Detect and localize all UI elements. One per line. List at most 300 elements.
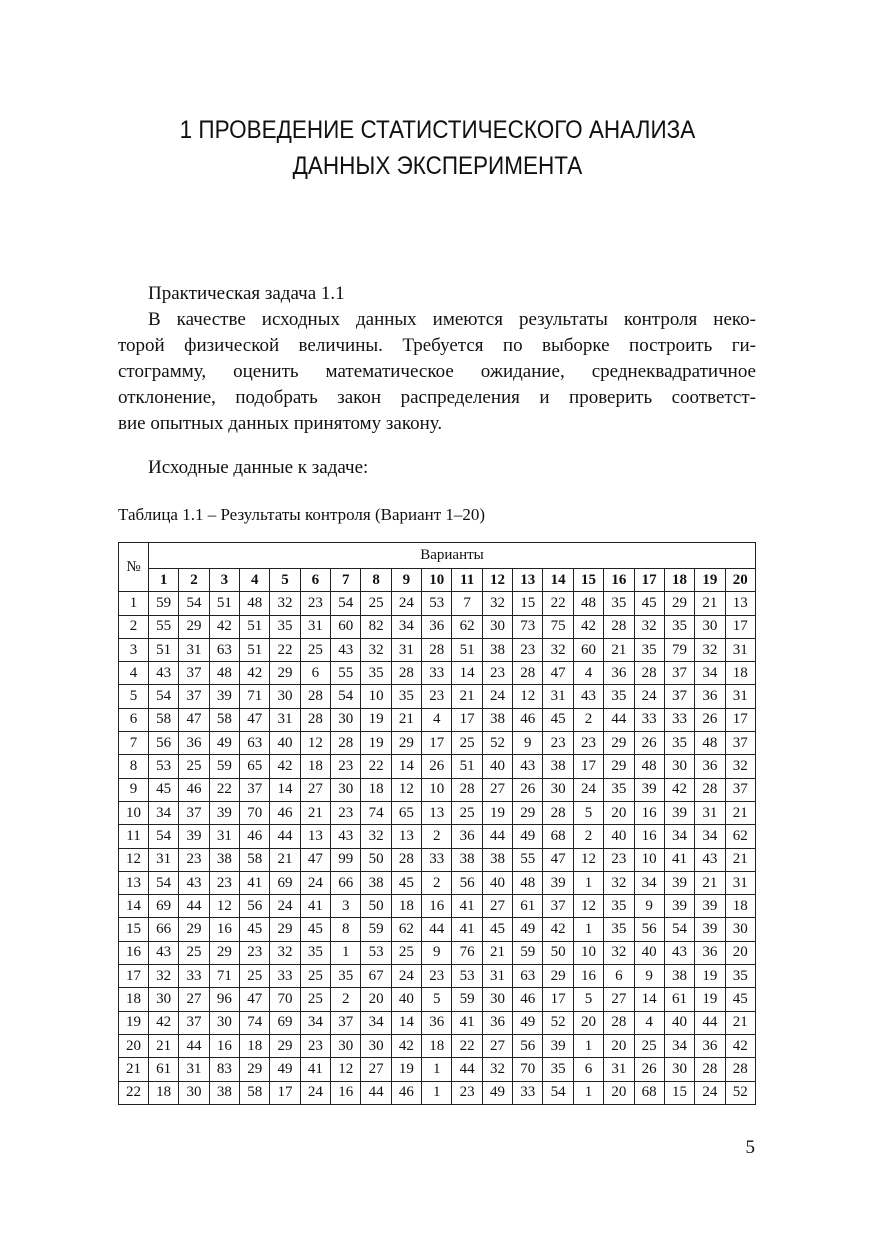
value-cell: 34 <box>664 1034 694 1057</box>
value-cell: 54 <box>149 825 179 848</box>
table-row <box>119 755 756 778</box>
value-cell: 30 <box>695 615 725 638</box>
task-title: Практическая задача 1.1 <box>148 283 345 304</box>
value-cell: 9 <box>422 941 452 964</box>
value-cell: 29 <box>179 615 209 638</box>
task-line: торой физической величины. Требуется по выборке построить ги- <box>118 335 756 356</box>
value-cell: 36 <box>695 941 725 964</box>
page-number: 5 <box>745 1137 755 1158</box>
value-cell: 21 <box>452 685 482 708</box>
value-cell: 35 <box>604 592 634 615</box>
table-row <box>119 1011 756 1034</box>
value-cell: 12 <box>573 848 603 871</box>
value-cell: 50 <box>361 895 391 918</box>
value-cell: 35 <box>543 1058 573 1081</box>
value-cell: 1 <box>573 871 603 894</box>
value-cell: 10 <box>573 941 603 964</box>
value-cell: 52 <box>482 732 512 755</box>
value-cell: 58 <box>240 1081 270 1104</box>
value-cell: 51 <box>452 755 482 778</box>
row-number-cell: 20 <box>119 1034 149 1057</box>
task-line: стограмму, оценить математическое ожидание, среднеквадратичное <box>118 361 756 382</box>
value-cell: 23 <box>331 755 361 778</box>
value-cell: 36 <box>179 732 209 755</box>
value-cell: 9 <box>634 895 664 918</box>
value-cell: 27 <box>179 988 209 1011</box>
value-cell: 40 <box>604 825 634 848</box>
value-cell: 69 <box>149 895 179 918</box>
value-cell: 67 <box>361 965 391 988</box>
value-cell: 62 <box>452 615 482 638</box>
value-cell: 21 <box>725 1011 755 1034</box>
variant-number-header: 5 <box>270 569 300 592</box>
value-cell: 49 <box>270 1058 300 1081</box>
variant-number-header: 20 <box>725 569 755 592</box>
value-cell: 14 <box>634 988 664 1011</box>
variant-number-header: 12 <box>482 569 512 592</box>
variant-number-header: 11 <box>452 569 482 592</box>
value-cell: 8 <box>331 918 361 941</box>
row-number-cell: 8 <box>119 755 149 778</box>
value-cell: 13 <box>725 592 755 615</box>
table-row <box>119 825 756 848</box>
value-cell: 13 <box>391 825 421 848</box>
value-cell: 32 <box>543 638 573 661</box>
value-cell: 44 <box>604 708 634 731</box>
value-cell: 23 <box>482 662 512 685</box>
value-cell: 16 <box>634 825 664 848</box>
chapter-heading-line-2: ДАННЫХ ЭКСПЕРИМЕНТА <box>292 152 583 180</box>
value-cell: 39 <box>634 778 664 801</box>
value-cell: 75 <box>543 615 573 638</box>
value-cell: 35 <box>725 965 755 988</box>
value-cell: 17 <box>452 708 482 731</box>
value-cell: 30 <box>331 778 361 801</box>
value-cell: 31 <box>300 615 330 638</box>
value-cell: 28 <box>331 732 361 755</box>
value-cell: 46 <box>240 825 270 848</box>
value-cell: 16 <box>634 801 664 824</box>
task-line: вие опытных данных принятому закону. <box>118 413 443 434</box>
value-cell: 70 <box>240 801 270 824</box>
value-cell: 39 <box>664 801 694 824</box>
value-cell: 39 <box>209 685 239 708</box>
value-cell: 66 <box>149 918 179 941</box>
value-cell: 44 <box>422 918 452 941</box>
value-cell: 42 <box>391 1034 421 1057</box>
value-cell: 15 <box>513 592 543 615</box>
value-cell: 38 <box>452 848 482 871</box>
value-cell: 32 <box>725 755 755 778</box>
value-cell: 2 <box>331 988 361 1011</box>
row-number-cell: 15 <box>119 918 149 941</box>
value-cell: 35 <box>391 685 421 708</box>
value-cell: 29 <box>543 965 573 988</box>
value-cell: 28 <box>391 848 421 871</box>
value-cell: 46 <box>270 801 300 824</box>
value-cell: 46 <box>179 778 209 801</box>
value-cell: 33 <box>664 708 694 731</box>
value-cell: 21 <box>149 1034 179 1057</box>
value-cell: 12 <box>391 778 421 801</box>
value-cell: 2 <box>422 871 452 894</box>
value-cell: 54 <box>331 592 361 615</box>
value-cell: 53 <box>361 941 391 964</box>
value-cell: 28 <box>604 615 634 638</box>
value-cell: 13 <box>422 801 452 824</box>
value-cell: 18 <box>300 755 330 778</box>
value-cell: 41 <box>300 1058 330 1081</box>
value-cell: 61 <box>513 895 543 918</box>
value-cell: 21 <box>695 592 725 615</box>
value-cell: 45 <box>240 918 270 941</box>
value-cell: 30 <box>331 708 361 731</box>
value-cell: 37 <box>179 1011 209 1034</box>
value-cell: 71 <box>209 965 239 988</box>
value-cell: 24 <box>482 685 512 708</box>
value-cell: 33 <box>422 848 452 871</box>
value-cell: 53 <box>422 592 452 615</box>
variant-number-header: 17 <box>634 569 664 592</box>
value-cell: 45 <box>482 918 512 941</box>
value-cell: 46 <box>391 1081 421 1104</box>
variant-number-header: 8 <box>361 569 391 592</box>
value-cell: 54 <box>149 871 179 894</box>
value-cell: 39 <box>664 895 694 918</box>
value-cell: 37 <box>664 685 694 708</box>
value-cell: 25 <box>300 965 330 988</box>
value-cell: 27 <box>361 1058 391 1081</box>
value-cell: 29 <box>664 592 694 615</box>
value-cell: 43 <box>179 871 209 894</box>
value-cell: 74 <box>361 801 391 824</box>
value-cell: 35 <box>604 918 634 941</box>
value-cell: 24 <box>695 1081 725 1104</box>
value-cell: 70 <box>270 988 300 1011</box>
value-cell: 25 <box>179 941 209 964</box>
value-cell: 15 <box>664 1081 694 1104</box>
value-cell: 6 <box>604 965 634 988</box>
value-cell: 29 <box>270 918 300 941</box>
value-cell: 63 <box>209 638 239 661</box>
value-cell: 46 <box>513 988 543 1011</box>
row-number-cell: 4 <box>119 662 149 685</box>
value-cell: 30 <box>209 1011 239 1034</box>
value-cell: 4 <box>634 1011 664 1034</box>
value-cell: 34 <box>695 662 725 685</box>
value-cell: 28 <box>422 638 452 661</box>
value-cell: 65 <box>240 755 270 778</box>
value-cell: 23 <box>422 685 452 708</box>
value-cell: 23 <box>452 1081 482 1104</box>
row-number-cell: 7 <box>119 732 149 755</box>
value-cell: 46 <box>513 708 543 731</box>
value-cell: 49 <box>513 918 543 941</box>
input-data-caption: Исходные данные к задаче: <box>148 457 369 478</box>
value-cell: 1 <box>331 941 361 964</box>
value-cell: 19 <box>361 732 391 755</box>
value-cell: 9 <box>513 732 543 755</box>
value-cell: 9 <box>634 965 664 988</box>
value-cell: 10 <box>361 685 391 708</box>
value-cell: 45 <box>391 871 421 894</box>
value-cell: 43 <box>573 685 603 708</box>
value-cell: 79 <box>664 638 694 661</box>
value-cell: 20 <box>604 1081 634 1104</box>
variant-number-header: 3 <box>209 569 239 592</box>
value-cell: 42 <box>240 662 270 685</box>
value-cell: 69 <box>270 1011 300 1034</box>
value-cell: 96 <box>209 988 239 1011</box>
value-cell: 38 <box>664 965 694 988</box>
value-cell: 28 <box>300 708 330 731</box>
value-cell: 44 <box>361 1081 391 1104</box>
value-cell: 37 <box>664 662 694 685</box>
value-cell: 18 <box>361 778 391 801</box>
variant-number-header: 19 <box>695 569 725 592</box>
value-cell: 2 <box>573 825 603 848</box>
value-cell: 6 <box>300 662 330 685</box>
value-cell: 21 <box>300 801 330 824</box>
value-cell: 32 <box>361 825 391 848</box>
value-cell: 47 <box>179 708 209 731</box>
value-cell: 31 <box>270 708 300 731</box>
value-cell: 37 <box>179 801 209 824</box>
value-cell: 40 <box>270 732 300 755</box>
value-cell: 51 <box>452 638 482 661</box>
value-cell: 26 <box>634 1058 664 1081</box>
value-cell: 13 <box>300 825 330 848</box>
row-number-cell: 2 <box>119 615 149 638</box>
value-cell: 29 <box>604 755 634 778</box>
value-cell: 40 <box>391 988 421 1011</box>
variant-number-header: 13 <box>513 569 543 592</box>
value-cell: 36 <box>422 1011 452 1034</box>
value-cell: 28 <box>634 662 664 685</box>
variant-number-header: 9 <box>391 569 421 592</box>
value-cell: 3 <box>331 895 361 918</box>
value-cell: 55 <box>149 615 179 638</box>
value-cell: 36 <box>695 1034 725 1057</box>
value-cell: 43 <box>664 941 694 964</box>
value-cell: 30 <box>664 755 694 778</box>
value-cell: 24 <box>300 1081 330 1104</box>
value-cell: 38 <box>482 708 512 731</box>
value-cell: 58 <box>209 708 239 731</box>
value-cell: 48 <box>209 662 239 685</box>
value-cell: 42 <box>573 615 603 638</box>
value-cell: 25 <box>452 732 482 755</box>
value-cell: 20 <box>725 941 755 964</box>
value-cell: 69 <box>270 871 300 894</box>
value-cell: 42 <box>209 615 239 638</box>
row-number-cell: 6 <box>119 708 149 731</box>
value-cell: 44 <box>452 1058 482 1081</box>
value-cell: 14 <box>391 1011 421 1034</box>
value-cell: 12 <box>331 1058 361 1081</box>
value-cell: 48 <box>240 592 270 615</box>
value-cell: 22 <box>361 755 391 778</box>
value-cell: 47 <box>543 662 573 685</box>
value-cell: 59 <box>452 988 482 1011</box>
value-cell: 42 <box>543 918 573 941</box>
value-cell: 38 <box>543 755 573 778</box>
value-cell: 42 <box>725 1034 755 1057</box>
value-cell: 39 <box>664 871 694 894</box>
value-cell: 41 <box>452 895 482 918</box>
value-cell: 30 <box>149 988 179 1011</box>
value-cell: 43 <box>149 662 179 685</box>
value-cell: 48 <box>634 755 664 778</box>
value-cell: 23 <box>240 941 270 964</box>
value-cell: 39 <box>695 918 725 941</box>
value-cell: 45 <box>300 918 330 941</box>
value-cell: 53 <box>452 965 482 988</box>
value-cell: 74 <box>240 1011 270 1034</box>
value-cell: 36 <box>695 685 725 708</box>
value-cell: 17 <box>543 988 573 1011</box>
value-cell: 25 <box>300 988 330 1011</box>
value-cell: 32 <box>270 592 300 615</box>
value-cell: 38 <box>361 871 391 894</box>
value-cell: 59 <box>513 941 543 964</box>
value-cell: 42 <box>270 755 300 778</box>
value-cell: 52 <box>543 1011 573 1034</box>
value-cell: 47 <box>240 988 270 1011</box>
value-cell: 35 <box>604 778 634 801</box>
value-cell: 22 <box>452 1034 482 1057</box>
value-cell: 82 <box>361 615 391 638</box>
value-cell: 17 <box>422 732 452 755</box>
value-cell: 38 <box>482 638 512 661</box>
value-cell: 37 <box>240 778 270 801</box>
variant-number-header: 18 <box>664 569 694 592</box>
value-cell: 5 <box>422 988 452 1011</box>
value-cell: 61 <box>664 988 694 1011</box>
value-cell: 47 <box>240 708 270 731</box>
value-cell: 44 <box>179 895 209 918</box>
value-cell: 31 <box>179 1058 209 1081</box>
value-cell: 23 <box>300 592 330 615</box>
table-row <box>119 871 756 894</box>
value-cell: 18 <box>725 895 755 918</box>
table-header <box>119 543 756 592</box>
value-cell: 66 <box>331 871 361 894</box>
value-cell: 20 <box>573 1011 603 1034</box>
task-line: В качестве исходных данных имеются результаты контроля неко- <box>148 309 756 330</box>
value-cell: 32 <box>604 871 634 894</box>
row-number-cell: 14 <box>119 895 149 918</box>
value-cell: 35 <box>361 662 391 685</box>
value-cell: 32 <box>482 1058 512 1081</box>
value-cell: 33 <box>513 1081 543 1104</box>
value-cell: 31 <box>391 638 421 661</box>
value-cell: 43 <box>513 755 543 778</box>
value-cell: 16 <box>573 965 603 988</box>
value-cell: 58 <box>240 848 270 871</box>
value-cell: 30 <box>270 685 300 708</box>
table-row <box>119 801 756 824</box>
table-row <box>119 918 756 941</box>
value-cell: 40 <box>482 871 512 894</box>
value-cell: 1 <box>422 1058 452 1081</box>
value-cell: 54 <box>543 1081 573 1104</box>
value-cell: 12 <box>209 895 239 918</box>
value-cell: 34 <box>361 1011 391 1034</box>
value-cell: 31 <box>725 638 755 661</box>
value-cell: 25 <box>240 965 270 988</box>
value-cell: 20 <box>604 801 634 824</box>
value-cell: 36 <box>604 662 634 685</box>
value-cell: 37 <box>331 1011 361 1034</box>
value-cell: 31 <box>149 848 179 871</box>
value-cell: 42 <box>664 778 694 801</box>
value-cell: 52 <box>725 1081 755 1104</box>
value-cell: 12 <box>513 685 543 708</box>
value-cell: 23 <box>604 848 634 871</box>
table-row <box>119 1034 756 1057</box>
value-cell: 35 <box>664 615 694 638</box>
value-cell: 33 <box>634 708 664 731</box>
value-cell: 54 <box>179 592 209 615</box>
value-cell: 18 <box>149 1081 179 1104</box>
value-cell: 25 <box>361 592 391 615</box>
value-cell: 30 <box>725 918 755 941</box>
value-cell: 31 <box>725 685 755 708</box>
value-cell: 37 <box>179 662 209 685</box>
value-cell: 41 <box>300 895 330 918</box>
value-cell: 19 <box>391 1058 421 1081</box>
value-cell: 56 <box>149 732 179 755</box>
value-cell: 76 <box>452 941 482 964</box>
value-cell: 41 <box>452 1011 482 1034</box>
value-cell: 43 <box>695 848 725 871</box>
variant-number-header: 2 <box>179 569 209 592</box>
value-cell: 28 <box>604 1011 634 1034</box>
value-cell: 30 <box>482 615 512 638</box>
table-row <box>119 1058 756 1081</box>
value-cell: 73 <box>513 615 543 638</box>
value-cell: 21 <box>695 871 725 894</box>
results-table <box>118 542 756 1105</box>
table-row <box>119 848 756 871</box>
value-cell: 4 <box>422 708 452 731</box>
value-cell: 44 <box>179 1034 209 1057</box>
value-cell: 23 <box>209 871 239 894</box>
value-cell: 20 <box>604 1034 634 1057</box>
value-cell: 63 <box>513 965 543 988</box>
value-cell: 38 <box>482 848 512 871</box>
variant-number-header: 15 <box>573 569 603 592</box>
value-cell: 48 <box>513 871 543 894</box>
value-cell: 62 <box>391 918 421 941</box>
value-cell: 36 <box>482 1011 512 1034</box>
value-cell: 30 <box>543 778 573 801</box>
row-number-cell: 13 <box>119 871 149 894</box>
value-cell: 35 <box>270 615 300 638</box>
value-cell: 28 <box>452 778 482 801</box>
value-cell: 51 <box>240 615 270 638</box>
row-number-header: № <box>119 543 149 592</box>
value-cell: 35 <box>300 941 330 964</box>
variant-number-header: 1 <box>149 569 179 592</box>
value-cell: 2 <box>573 708 603 731</box>
value-cell: 28 <box>513 662 543 685</box>
value-cell: 32 <box>149 965 179 988</box>
table-body <box>119 592 756 1105</box>
value-cell: 30 <box>179 1081 209 1104</box>
task-description <box>118 307 756 437</box>
